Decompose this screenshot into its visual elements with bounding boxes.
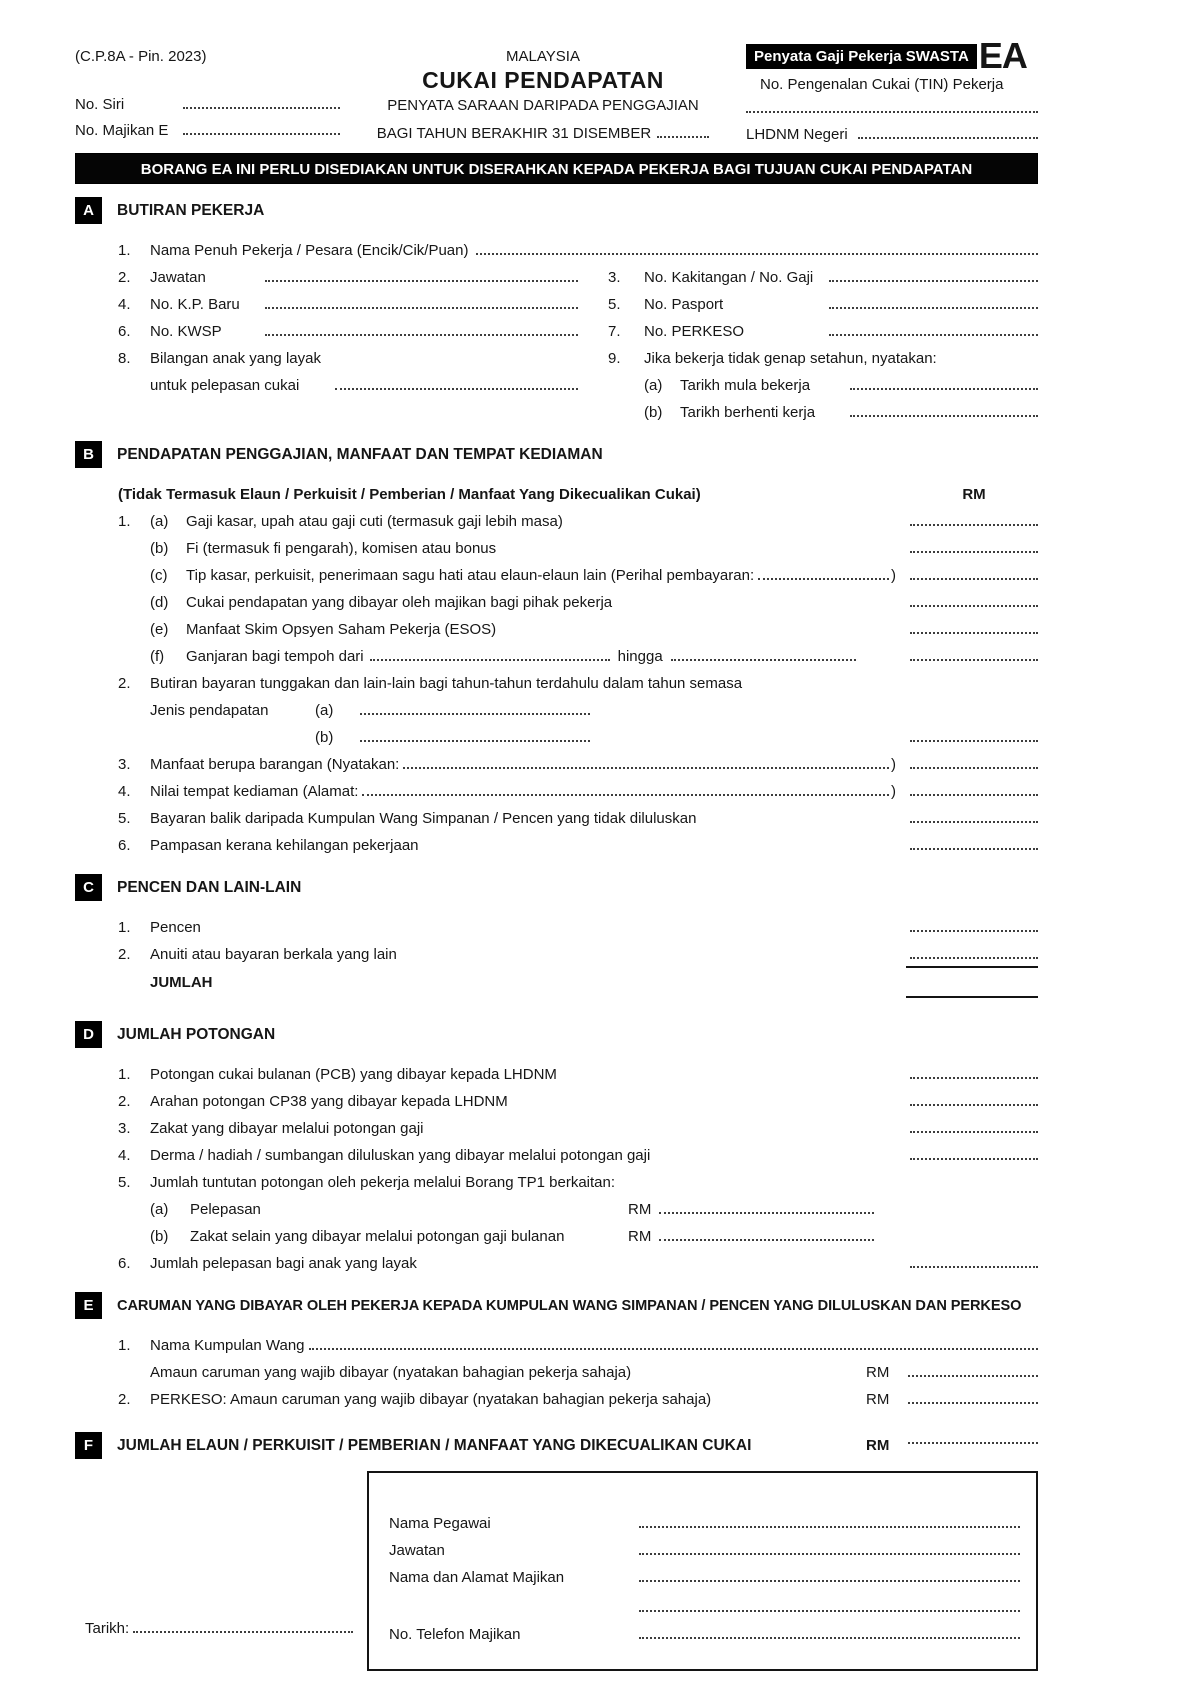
section-d-badge: D <box>75 1021 102 1048</box>
b1c-close-paren: ) <box>891 567 896 585</box>
a2-number: 2. <box>118 269 131 287</box>
b1a-amount-line[interactable] <box>910 524 1038 526</box>
b1-number: 1. <box>118 513 131 531</box>
e1-number: 1. <box>118 1337 131 1355</box>
b3-number: 3. <box>118 756 131 774</box>
b4-close-paren: ) <box>891 783 896 801</box>
year-input-line[interactable] <box>657 136 709 138</box>
nama-pegawai-input-line[interactable] <box>639 1526 1020 1528</box>
nama-alamat-majikan-label: Nama dan Alamat Majikan <box>389 1569 565 1587</box>
jumlah-label: JUMLAH <box>150 973 213 991</box>
d6-amount-line[interactable] <box>910 1266 1038 1268</box>
section-e-title: CARUMAN YANG DIBAYAR OLEH PEKERJA KEPADA KUMPULAN WANG SIMPANAN / PENCEN YANG DILULUSKAN DAN PERKESO <box>117 1297 1022 1314</box>
c2-number: 2. <box>118 946 131 964</box>
officer-box <box>367 1471 1038 1671</box>
row-b1a <box>75 503 1038 530</box>
row-a4-a5 <box>75 286 1038 313</box>
b1b-number: (b) <box>150 540 169 558</box>
header-center <box>358 40 728 143</box>
row-a1 <box>75 232 1038 259</box>
country-label: MALAYSIA <box>506 48 580 65</box>
a7-number: 7. <box>608 323 621 341</box>
section-f-badge: F <box>75 1432 102 1459</box>
e1-input-line[interactable] <box>309 1348 1038 1350</box>
row-b2b <box>75 719 1038 746</box>
footer <box>75 1471 1038 1671</box>
c1-number: 1. <box>118 919 131 937</box>
b1a-number: (a) <box>150 513 169 531</box>
row-a8b-a9a <box>75 367 1038 394</box>
a7-input-line[interactable] <box>829 334 1038 336</box>
b1c-number: (c) <box>150 567 168 585</box>
c2-label: Anuiti atau bayaran berkala yang lain <box>150 946 397 964</box>
a9a-label: Tarikh mula bekerja <box>680 377 811 395</box>
b1b-amount-line[interactable] <box>910 551 1038 553</box>
row-d6 <box>75 1245 1038 1272</box>
b1c-label: Tip kasar, perkuisit, penerimaan sagu hati atau elaun-elaun lain (Perihal pembayaran: <box>186 567 755 585</box>
tin-label: No. Pengenalan Cukai (TIN) Pekerja <box>760 76 1004 94</box>
b1b-label: Fi (termasuk fi pengarah), komisen atau bonus <box>186 540 497 558</box>
row-d2 <box>75 1083 1038 1110</box>
tarikh-input-line[interactable] <box>133 1631 353 1633</box>
row-b2 <box>75 665 1038 692</box>
d5a-label: Pelepasan <box>190 1201 261 1219</box>
row-jawatan-pegawai <box>389 1532 1020 1559</box>
nama-alamat-majikan-input-line-1[interactable] <box>639 1580 1020 1582</box>
form-title: CUKAI PENDAPATAN <box>422 67 664 93</box>
e1-amount-line[interactable] <box>908 1375 1038 1377</box>
d5a-rm-label: RM <box>628 1201 652 1219</box>
row-b3 <box>75 746 1038 773</box>
b3-label: Manfaat berupa barangan (Nyatakan: <box>150 756 400 774</box>
row-b1c <box>75 557 1038 584</box>
row-b1b <box>75 530 1038 557</box>
a6-number: 6. <box>118 323 131 341</box>
row-d1 <box>75 1056 1038 1083</box>
b3-detail-input-line[interactable] <box>403 767 889 769</box>
form-type-code: EA <box>978 35 1027 76</box>
a3-number: 3. <box>608 269 621 287</box>
c1-amount-line[interactable] <box>910 930 1038 932</box>
row-b1f <box>75 638 1038 665</box>
rm-column-header: RM <box>962 486 986 504</box>
lhdnm-negeri-input-line[interactable] <box>858 137 1038 139</box>
d1-label: Potongan cukai bulanan (PCB) yang dibayar kepada LHDNM <box>150 1066 557 1084</box>
a7-label: No. PERKESO <box>644 323 745 341</box>
a6-input-line[interactable] <box>265 334 578 336</box>
a5-number: 5. <box>608 296 621 314</box>
form-subtitle-1: PENYATA SARAAN DARIPADA PENGGAJIAN <box>387 97 699 114</box>
header-left <box>75 40 340 143</box>
b1d-number: (d) <box>150 594 169 612</box>
a9b-label: Tarikh berhenti kerja <box>680 404 816 422</box>
row-d5a <box>75 1191 1038 1218</box>
b5-amount-line[interactable] <box>910 821 1038 823</box>
row-e2 <box>75 1381 1038 1408</box>
b4-amount-line[interactable] <box>910 794 1038 796</box>
a5-label: No. Pasport <box>644 296 724 314</box>
d4-label: Derma / hadiah / sumbangan diluluskan yang dibayar melalui potongan gaji <box>150 1147 651 1165</box>
b1f-hingga-label: hingga <box>617 648 663 666</box>
section-f-title: JUMLAH ELAUN / PERKUISIT / PEMBERIAN / MANFAAT YANG DIKECUALIKAN CUKAI <box>117 1436 752 1454</box>
a4-input-line[interactable] <box>265 307 578 309</box>
b2a-number: (a) <box>315 702 334 720</box>
a8-number: 8. <box>118 350 131 368</box>
d5b-number: (b) <box>150 1228 169 1246</box>
a2-input-line[interactable] <box>265 280 578 282</box>
b2-jenis-label: Jenis pendapatan <box>150 702 269 720</box>
row-alamat-continuation <box>389 1586 1020 1616</box>
b1f-amount-line[interactable] <box>910 659 1038 661</box>
d5-label: Jumlah tuntutan potongan oleh pekerja melalui Borang TP1 berkaitan: <box>150 1174 616 1192</box>
b6-label: Pampasan kerana kehilangan pekerjaan <box>150 837 419 855</box>
row-nama-alamat-majikan <box>389 1559 1020 1586</box>
row-d3 <box>75 1110 1038 1137</box>
row-d5b <box>75 1218 1038 1245</box>
row-telefon-majikan <box>389 1616 1020 1643</box>
a9-label: Jika bekerja tidak genap setahun, nyatakan: <box>644 350 937 368</box>
jawatan-pegawai-label: Jawatan <box>389 1542 445 1560</box>
section-b-badge: B <box>75 441 102 468</box>
row-a6-a7 <box>75 313 1038 340</box>
d2-label: Arahan potongan CP38 yang dibayar kepada LHDNM <box>150 1093 508 1111</box>
lhdnm-negeri-label: LHDNM Negeri <box>746 126 848 144</box>
f-rm-label: RM <box>866 1437 890 1455</box>
d4-amount-line[interactable] <box>910 1158 1038 1160</box>
d5a-amount-line[interactable] <box>659 1212 874 1214</box>
row-b6 <box>75 827 1038 854</box>
b6-number: 6. <box>118 837 131 855</box>
nama-alamat-majikan-input-line-2[interactable] <box>639 1610 1020 1612</box>
form-subtitle-2: BAGI TAHUN BERAKHIR 31 DISEMBER <box>376 125 652 142</box>
form-code: (C.P.8A - Pin. 2023) <box>75 48 207 65</box>
section-a-badge: A <box>75 197 102 224</box>
d5a-number: (a) <box>150 1201 169 1219</box>
b2b-input-line[interactable] <box>360 740 590 742</box>
d5b-amount-line[interactable] <box>659 1239 874 1241</box>
jumlah-total-cell[interactable] <box>906 966 1038 998</box>
row-d5 <box>75 1164 1038 1191</box>
b2b-number: (b) <box>315 729 334 747</box>
row-b1d <box>75 584 1038 611</box>
row-d4 <box>75 1137 1038 1164</box>
a9b-input-line[interactable] <box>850 415 1038 417</box>
a4-label: No. K.P. Baru <box>150 296 240 314</box>
b5-label: Bayaran balik daripada Kumpulan Wang Simpanan / Pencen yang tidak diluluskan <box>150 810 697 828</box>
section-b-subtitle: (Tidak Termasuk Elaun / Perkuisit / Pemberian / Manfaat Yang Dikecualikan Cukai) <box>118 486 701 504</box>
a6-label: No. KWSP <box>150 323 222 341</box>
section-c-title: PENCEN DAN LAIN-LAIN <box>117 878 302 896</box>
d1-number: 1. <box>118 1066 131 1084</box>
d6-number: 6. <box>118 1255 131 1273</box>
b6-amount-line[interactable] <box>910 848 1038 850</box>
a8-input-line[interactable] <box>335 388 578 390</box>
b2b-amount-line[interactable] <box>910 740 1038 742</box>
c1-label: Pencen <box>150 919 201 937</box>
section-e-header <box>75 1292 1038 1319</box>
section-e-badge: E <box>75 1292 102 1319</box>
b2a-input-line[interactable] <box>360 713 590 715</box>
a9b-number: (b) <box>644 404 663 422</box>
b1f-number: (f) <box>150 648 165 666</box>
row-a2-a3 <box>75 259 1038 286</box>
nama-pegawai-label: Nama Pegawai <box>389 1515 491 1533</box>
row-a8-a9 <box>75 340 1038 367</box>
row-b-subtitle <box>75 476 1038 503</box>
d6-label: Jumlah pelepasan bagi anak yang layak <box>150 1255 417 1273</box>
b1d-amount-line[interactable] <box>910 605 1038 607</box>
b2-number: 2. <box>118 675 131 693</box>
a9a-number: (a) <box>644 377 663 395</box>
telefon-majikan-input-line[interactable] <box>639 1637 1020 1639</box>
private-employee-badge: Penyata Gaji Pekerja SWASTA <box>746 44 977 69</box>
b1c-amount-line[interactable] <box>910 578 1038 580</box>
d3-amount-line[interactable] <box>910 1131 1038 1133</box>
b4-label: Nilai tempat kediaman (Alamat: <box>150 783 359 801</box>
d5b-rm-label: RM <box>628 1228 652 1246</box>
no-siri-label: No. Siri <box>75 96 125 113</box>
a2-label: Jawatan <box>150 269 206 287</box>
no-siri-input-line[interactable] <box>183 107 340 109</box>
e1-rm-label: RM <box>866 1364 890 1382</box>
section-a-title: BUTIRAN PEKERJA <box>117 201 265 219</box>
b1d-label: Cukai pendapatan yang dibayar oleh majikan bagi pihak pekerja <box>186 594 613 612</box>
no-majikan-input-line[interactable] <box>183 133 340 135</box>
b4-number: 4. <box>118 783 131 801</box>
row-a9b <box>75 394 1038 421</box>
a3-label: No. Kakitangan / No. Gaji <box>644 269 814 287</box>
d1-amount-line[interactable] <box>910 1077 1038 1079</box>
row-b4 <box>75 773 1038 800</box>
row-b1e <box>75 611 1038 638</box>
form-header <box>75 35 1038 144</box>
a1-input-line[interactable] <box>476 253 1038 255</box>
a1-label: Nama Penuh Pekerja / Pesara (Encik/Cik/Puan) <box>150 242 469 260</box>
b2-label: Butiran bayaran tunggakan dan lain-lain bagi tahun-tahun terdahulu dalam tahun semasa <box>150 675 743 693</box>
d3-number: 3. <box>118 1120 131 1138</box>
a8-label-line2: untuk pelepasan cukai <box>150 377 300 395</box>
row-e1 <box>75 1327 1038 1354</box>
a9-number: 9. <box>608 350 621 368</box>
a8-label-line1: Bilangan anak yang layak <box>150 350 321 368</box>
telefon-majikan-label: No. Telefon Majikan <box>389 1626 521 1644</box>
instruction-banner: BORANG EA INI PERLU DISEDIAKAN UNTUK DISERAHKAN KEPADA PEKERJA BAGI TUJUAN CUKAI PENDAPATAN <box>75 153 1038 184</box>
section-a-header <box>75 197 1038 224</box>
a4-number: 4. <box>118 296 131 314</box>
section-b-title: PENDAPATAN PENGGAJIAN, MANFAAT DAN TEMPAT KEDIAMAN <box>117 445 603 463</box>
a9a-input-line[interactable] <box>850 388 1038 390</box>
row-e1-amount <box>75 1354 1038 1381</box>
a1-number: 1. <box>118 242 131 260</box>
d3-label: Zakat yang dibayar melalui potongan gaji <box>150 1120 424 1138</box>
b1e-number: (e) <box>150 621 169 639</box>
row-c1 <box>75 909 1038 936</box>
row-nama-pegawai <box>389 1505 1020 1532</box>
e1-label: Nama Kumpulan Wang <box>150 1337 305 1355</box>
b5-number: 5. <box>118 810 131 828</box>
section-c-badge: C <box>75 874 102 901</box>
b3-close-paren: ) <box>891 756 896 774</box>
row-b5 <box>75 800 1038 827</box>
section-f-header <box>75 1432 1038 1459</box>
no-majikan-label: No. Majikan E <box>75 122 169 139</box>
d2-amount-line[interactable] <box>910 1104 1038 1106</box>
row-c2 <box>75 936 1038 963</box>
section-b-header <box>75 441 1038 468</box>
tarikh-label: Tarikh: <box>85 1620 130 1638</box>
b1e-amount-line[interactable] <box>910 632 1038 634</box>
d4-number: 4. <box>118 1147 131 1165</box>
e2-amount-line[interactable] <box>908 1402 1038 1404</box>
section-d-header <box>75 1021 1038 1048</box>
c2-amount-line[interactable] <box>910 957 1038 959</box>
row-c-total <box>75 963 1038 1001</box>
b1f-date-from-input-line[interactable] <box>370 659 610 661</box>
e2-label: PERKESO: Amaun caruman yang wajib dibayar (nyatakan bahagian pekerja sahaja) <box>150 1391 712 1409</box>
e1-amount-label: Amaun caruman yang wajib dibayar (nyatakan bahagian pekerja sahaja) <box>150 1364 632 1382</box>
jawatan-pegawai-input-line[interactable] <box>639 1553 1020 1555</box>
b4-detail-input-line[interactable] <box>362 794 889 796</box>
a5-input-line[interactable] <box>829 307 1038 309</box>
tarikh-area <box>75 1471 367 1671</box>
d5-number: 5. <box>118 1174 131 1192</box>
f-amount-line[interactable] <box>908 1442 1038 1444</box>
d2-number: 2. <box>118 1093 131 1111</box>
section-c-header <box>75 874 1038 901</box>
header-right <box>746 35 1038 144</box>
b1e-label: Manfaat Skim Opsyen Saham Pekerja (ESOS) <box>186 621 497 639</box>
b3-amount-line[interactable] <box>910 767 1038 769</box>
e2-number: 2. <box>118 1391 131 1409</box>
row-b2a <box>75 692 1038 719</box>
b1f-date-to-input-line[interactable] <box>671 659 856 661</box>
e2-rm-label: RM <box>866 1391 890 1409</box>
section-d-title: JUMLAH POTONGAN <box>117 1025 276 1043</box>
b1f-label: Ganjaran bagi tempoh dari <box>186 648 364 666</box>
b1c-detail-input-line[interactable] <box>758 578 889 580</box>
tin-input-line[interactable] <box>746 95 1038 113</box>
b1a-label: Gaji kasar, upah atau gaji cuti (termasuk gaji lebih masa) <box>186 513 563 531</box>
a3-input-line[interactable] <box>829 280 1038 282</box>
d5b-label: Zakat selain yang dibayar melalui potongan gaji bulanan <box>190 1228 565 1246</box>
